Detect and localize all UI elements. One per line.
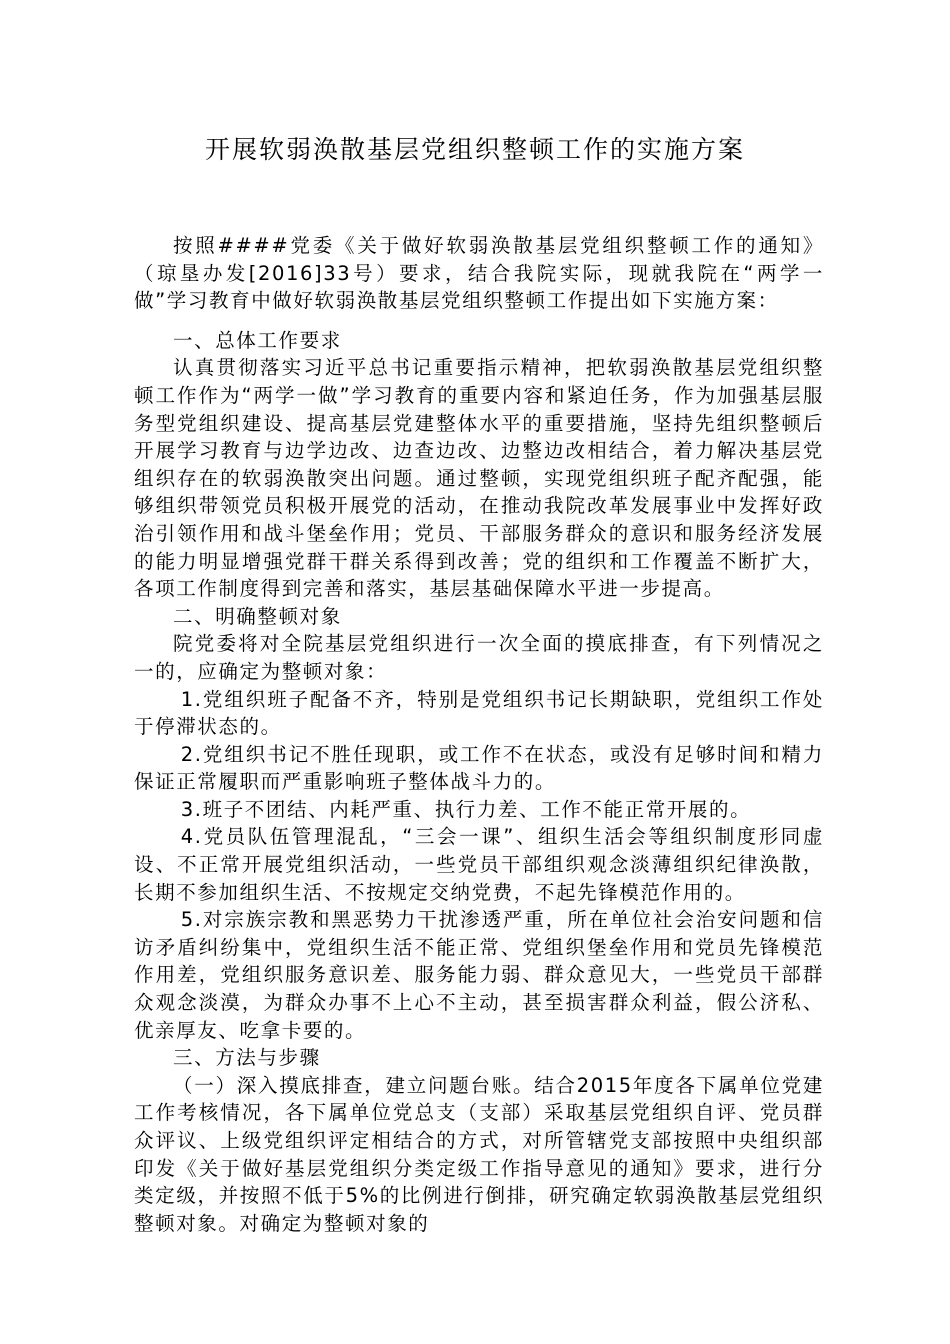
document-body [134, 232, 824, 1237]
list-item-5: 5.对宗族宗教和黑恶势力干扰渗透严重，所在单位社会治安问题和信访矛盾纠纷集中，党组织生活不能正常、党组织堡垒作用和党员先锋模范作用差，党组织服务意识差、服务能力弱、群众意见大，一些党员干部群众观念淡漠，为群众办事不上心不主动，甚至损害群众利益，假公济私、优亲厚友、吃拿卡要的。 [134, 908, 824, 1042]
section-2-paragraph: 院党委将对全院基层党组织进行一次全面的摸底排查，有下列情况之一的，应确定为整顿对象： [134, 632, 824, 683]
section-3-paragraph: （一）深入摸底排查，建立问题台账。结合2015年度各下属单位党建工作考核情况，各下属单位党总支（支部）采取基层党组织自评、党员群众评议、上级党组织评定相结合的方式，对所管辖党支部按照中央组织部印发《关于做好基层党组织分类定级工作指导意见的通知》要求，进行分类定级，并按照不低于5%的比例进行倒排，研究确定软弱涣散基层党组织整顿对象。对确定为整顿对象的 [134, 1073, 824, 1235]
section-heading-3: 三、方法与步骤 [173, 1046, 321, 1070]
list-item-4: 4.党员队伍管理混乱，“三会一课”、组织生活会等组织制度形同虚设、不正常开展党组织活动，一些党员干部组织观念淡薄组织纪律涣散，长期不参加组织生活、不按规定交纳党费，不起先锋模范作用的。 [134, 825, 824, 904]
section-heading-1: 一、总体工作要求 [173, 328, 342, 352]
intro-paragraph: 按照####党委《关于做好软弱涣散基层党组织整顿工作的通知》（琼垦办发[2016]33号）要求，结合我院实际，现就我院在“两学一做”学习教育中做好软弱涣散基层党组织整顿工作提出如下实施方案： [134, 234, 824, 313]
section-heading-2: 二、明确整顿对象 [173, 604, 342, 628]
document-title: 开展软弱涣散基层党组织整顿工作的实施方案 [204, 135, 745, 164]
list-item-1: 1.党组织班子配备不齐，特别是党组织书记长期缺职，党组织工作处于停滞状态的。 [134, 687, 824, 739]
list-item-3: 3.班子不团结、内耗严重、执行力差、工作不能正常开展的。 [180, 797, 752, 821]
list-item-2: 2.党组织书记不胜任现职，或工作不在状态，或没有足够时间和精力保证正常履职而严重影响班子整体战斗力的。 [134, 742, 824, 794]
section-1-paragraph: 认真贯彻落实习近平总书记重要指示精神，把软弱涣散基层党组织整顿工作作为“两学一做”学习教育的重要内容和紧迫任务，作为加强基层服务型党组织建设、提高基层党建整体水平的重要措施，坚持先组织整顿后开展学习教育与边学边改、边查边改、边整边改相结合，着力解决基层党组织存在的软弱涣散突出问题。通过整顿，实现党组织班子配齐配强，能够组织带领党员积极开展党的活动，在推动我院改革发展事业中发挥好政治引领作用和战斗堡垒作用；党员、干部服务群众的意识和服务经济发展的能力明显增强党群干群关系得到改善；党的组织和工作覆盖不断扩大，各项工作制度得到完善和落实，基层基础保障水平进一步提高。 [134, 356, 824, 601]
